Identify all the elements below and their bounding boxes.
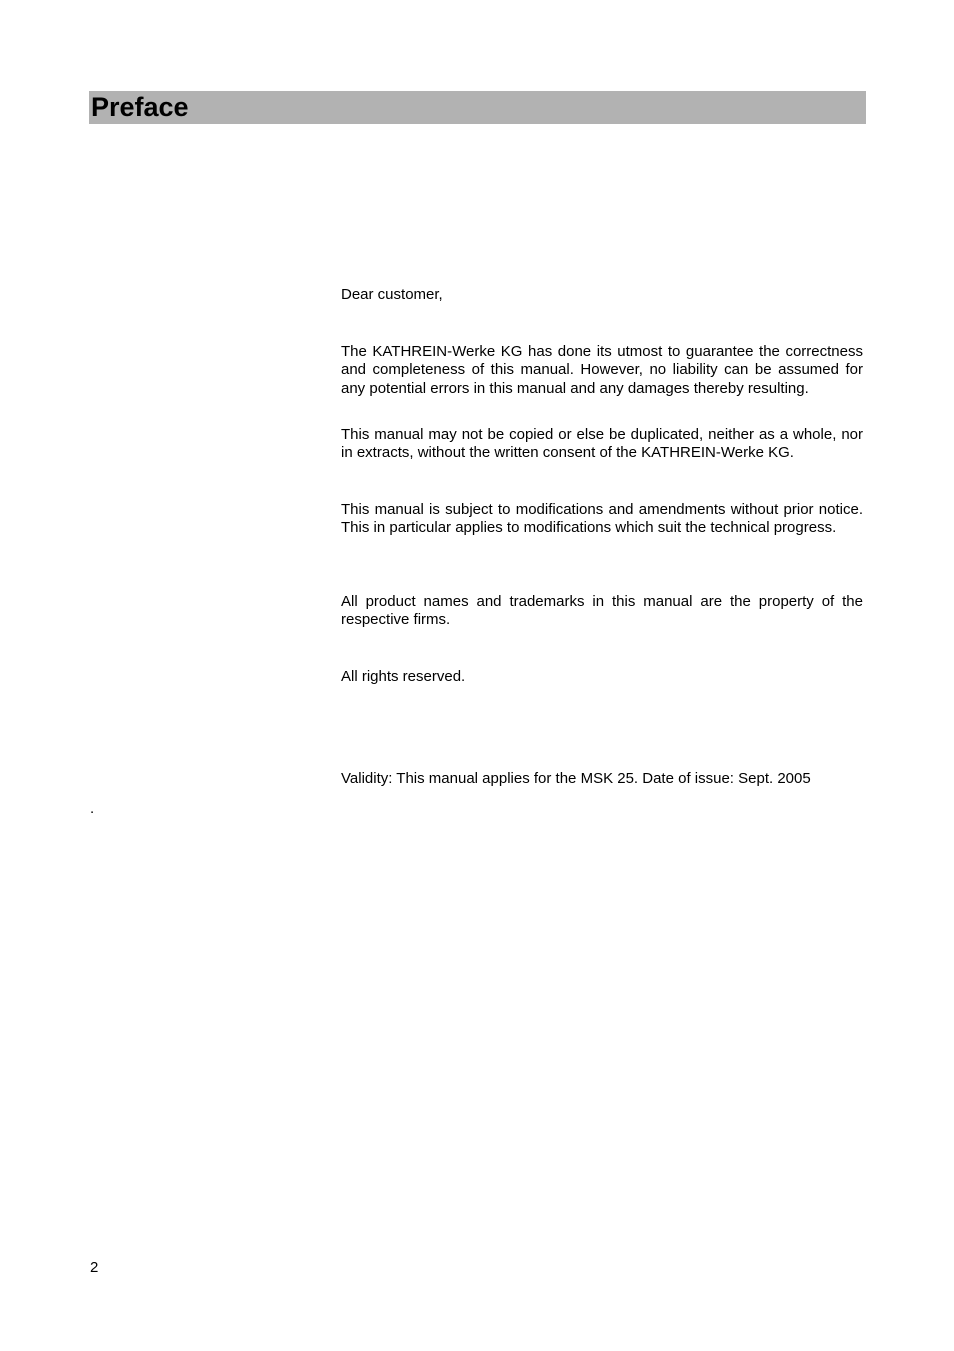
paragraph-trademarks: All product names and trademarks in this manual are the property of the respective firms.	[341, 593, 863, 629]
paragraph-copyright: This manual may not be copied or else be duplicated, neither as a whole, nor in extracts, without the written consent of the KATHREIN-Werke KG.	[341, 426, 863, 462]
paragraph-liability: The KATHREIN-Werke KG has done its utmost to guarantee the correctness and completeness of this manual. However, no liability can be assumed for any potential errors in this manual and any damages thereby resulting.	[341, 343, 863, 397]
stray-mark: .	[90, 800, 95, 817]
validity-statement: Validity: This manual applies for the MSK 25. Date of issue: Sept. 2005	[341, 770, 811, 787]
section-header-bar	[89, 91, 866, 124]
paragraph-modifications: This manual is subject to modifications and amendments without prior notice. This in particular applies to modifications which suit the technical progress.	[341, 501, 863, 537]
paragraph-rights-reserved: All rights reserved.	[341, 668, 466, 685]
page-number: 2	[90, 1259, 99, 1276]
page-title: Preface	[91, 92, 189, 122]
salutation: Dear customer,	[341, 286, 443, 303]
